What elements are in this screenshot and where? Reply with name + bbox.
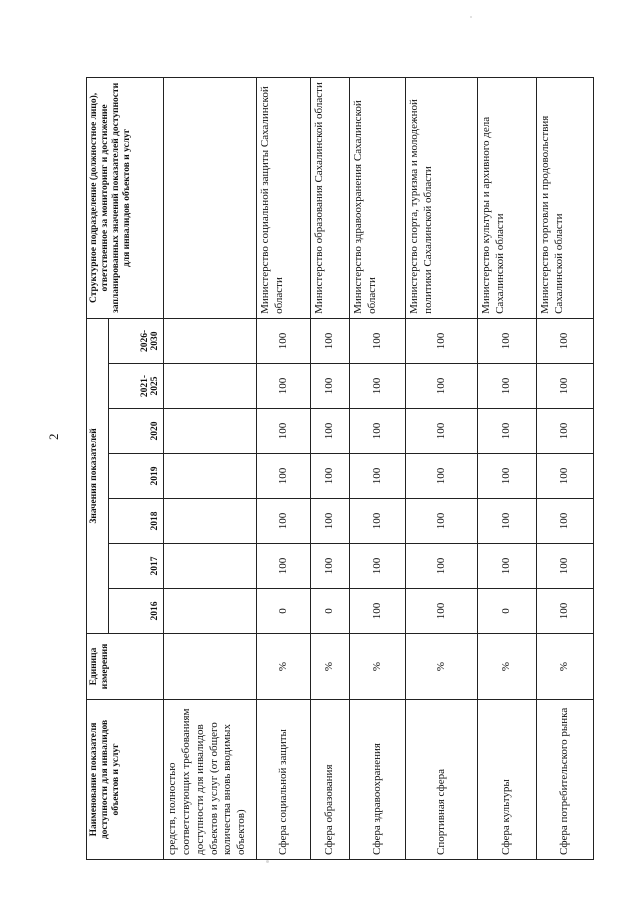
responsible-cell: Министерство спорта, туризма и молодежной политики Сахалинской области — [406, 77, 478, 318]
unit-cell: % — [350, 634, 406, 700]
header-unit: Единица измерения — [87, 634, 164, 700]
value-cell: 0 — [257, 589, 311, 634]
value-cell: 100 — [257, 364, 311, 409]
table-row — [406, 77, 478, 859]
value-cell: 100 — [350, 364, 406, 409]
value-cell: 100 — [350, 454, 406, 499]
accessibility-indicators-table — [86, 77, 594, 860]
page-number: 2 — [46, 433, 61, 440]
responsible-cell: Министерство образования Сахалинской области — [311, 77, 350, 318]
value-cell: 100 — [406, 454, 478, 499]
indicator-name: Сфера здравоохранения — [350, 700, 406, 860]
table-row-description — [164, 77, 257, 859]
header-year: 2019 — [109, 454, 164, 499]
unit-cell: % — [257, 634, 311, 700]
value-cell: 100 — [257, 318, 311, 363]
value-cell: 100 — [406, 318, 478, 363]
value-cell: 100 — [478, 499, 536, 544]
value-cell: 100 — [536, 409, 593, 454]
value-cell: 0 — [478, 589, 536, 634]
indicator-name: Сфера культуры — [478, 700, 536, 860]
responsible-cell: Министерство торговли и продовольствия Сахалинской области — [536, 77, 593, 318]
value-cell: 100 — [478, 544, 536, 589]
value-cell: 100 — [311, 318, 350, 363]
value-cell: 100 — [536, 544, 593, 589]
indicator-name: Спортивная сфера — [406, 700, 478, 860]
description-cell: средств, полностью соответствующих требованиям доступности для инвалидов объектов и услуг (от общего количества вновь вводимых объектов) — [164, 700, 257, 860]
header-year: 2016 — [109, 589, 164, 634]
value-cell: 100 — [311, 364, 350, 409]
value-cell: 100 — [478, 364, 536, 409]
value-cell: 100 — [478, 318, 536, 363]
value-cell: 100 — [257, 454, 311, 499]
value-cell: 100 — [536, 318, 593, 363]
scan-speck — [470, 16, 472, 18]
table-row — [350, 77, 406, 859]
header-year: 2026-2030 — [109, 318, 164, 363]
indicator-name: Сфера образования — [311, 700, 350, 860]
value-cell: 100 — [311, 454, 350, 499]
rotated-table-wrapper — [86, 78, 594, 860]
value-cell: 100 — [350, 589, 406, 634]
value-cell: 100 — [536, 364, 593, 409]
unit-cell: % — [478, 634, 536, 700]
indicator-name: Сфера социальной защиты — [257, 700, 311, 860]
value-cell: 100 — [311, 544, 350, 589]
table-row — [257, 77, 311, 859]
value-cell: 100 — [406, 364, 478, 409]
indicator-name: Сфера потребительского рынка — [536, 700, 593, 860]
value-cell: 100 — [257, 499, 311, 544]
value-cell: 100 — [350, 318, 406, 363]
responsible-cell: Министерство здравоохранения Сахалинской области — [350, 77, 406, 318]
unit-cell: % — [406, 634, 478, 700]
header-indicator-name: Наименование показателя доступности для инвалидов объектов и услуг — [87, 700, 164, 860]
header-year: 2021-2025 — [109, 364, 164, 409]
header-year: 2017 — [109, 544, 164, 589]
value-cell: 100 — [311, 409, 350, 454]
header-responsible: Структурное подразделение (должностное лицо), ответственное за мониторинг и достижение запланированных значений показателей доступности для инвалидов объектов и услуг — [87, 77, 164, 318]
value-cell: 100 — [406, 544, 478, 589]
value-cell: 100 — [478, 409, 536, 454]
scan-speck — [266, 860, 269, 863]
value-cell: 100 — [406, 409, 478, 454]
header-values: Значения показателей — [87, 318, 109, 633]
value-cell: 100 — [311, 499, 350, 544]
table-row — [478, 77, 536, 859]
value-cell: 100 — [350, 409, 406, 454]
unit-cell: % — [536, 634, 593, 700]
value-cell: 100 — [350, 544, 406, 589]
responsible-cell: Министерство социальной защиты Сахалинской области — [257, 77, 311, 318]
value-cell: 0 — [311, 589, 350, 634]
value-cell: 100 — [536, 454, 593, 499]
value-cell: 100 — [257, 409, 311, 454]
value-cell: 100 — [536, 589, 593, 634]
value-cell: 100 — [406, 589, 478, 634]
table-row — [311, 77, 350, 859]
value-cell: 100 — [257, 544, 311, 589]
header-year: 2018 — [109, 499, 164, 544]
unit-cell: % — [311, 634, 350, 700]
header-year: 2020 — [109, 409, 164, 454]
value-cell: 100 — [350, 499, 406, 544]
responsible-cell: Министерство культуры и архивного дела Сахалинской области — [478, 77, 536, 318]
value-cell: 100 — [406, 499, 478, 544]
value-cell: 100 — [478, 454, 536, 499]
value-cell: 100 — [536, 499, 593, 544]
table-row — [536, 77, 593, 859]
